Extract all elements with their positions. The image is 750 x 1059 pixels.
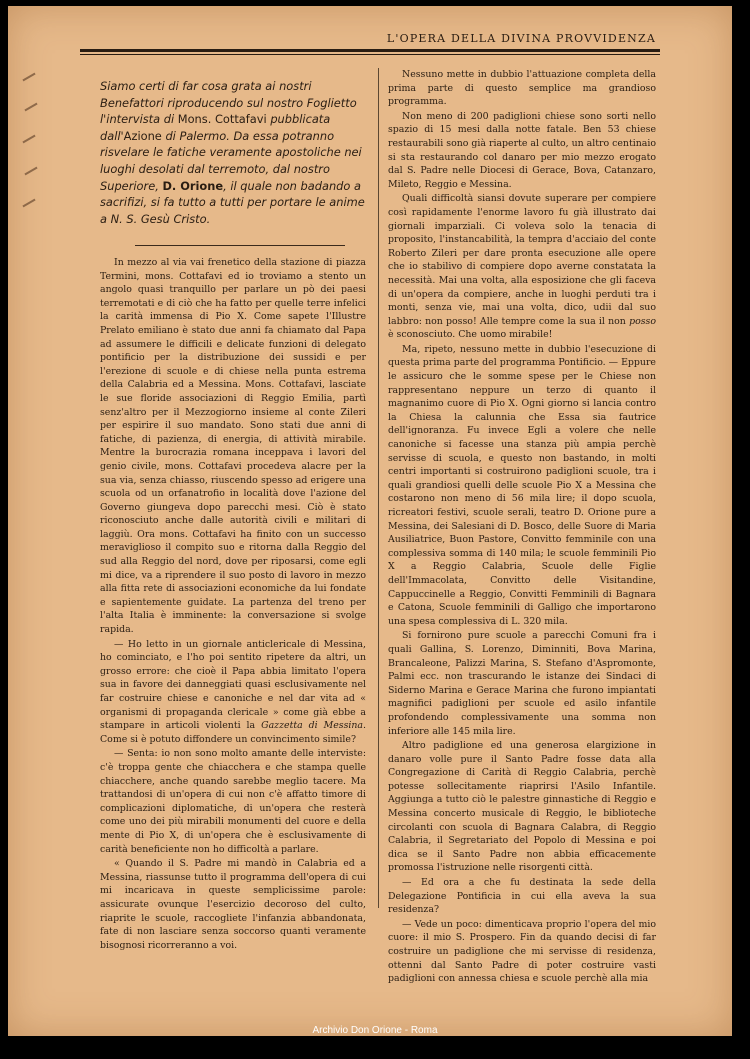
right-column (388, 68, 656, 987)
newspaper-title: Gazzetta di Messina (261, 720, 364, 732)
intro-divider (135, 245, 345, 246)
paragraph: Nessuno mette in dubbio l'attuazione completa della prima parte di questo semplice ma grandioso programma. (388, 69, 656, 108)
paragraph (100, 638, 366, 747)
intro-paragraph (100, 78, 368, 227)
binding-marks (22, 66, 38, 266)
intro-text-2: pubblicata dall' (100, 112, 331, 143)
intro-name-cottafavi: Mons. Cottafavi (177, 112, 267, 127)
paragraph: « Quando il S. Padre mi mandò in Calabria ed a Messina, riassunse tutto il programma dell'opera di cui mi incaricava in queste semplicissime parole: assicurate ovunque l'esercizio decoroso del culto, riaprite le scuole, raccogliete l'infanzia abbandonata, fate di non lasciare senza soccorso quanti veramente bisognosi ricorreranno a voi. (100, 858, 366, 951)
intro-newspaper: Azione (123, 128, 162, 143)
paragraph: — Senta: io non sono molto amante delle interviste: c'è troppa gente che chiacchera e che stampa quelle chiacchere, anche quando sarebbe meglio tacere. Ma trattandosi di un'opera di cui non c'è affatto timore di complicazioni diplomatiche, di un'opera che resterà come uno dei più mirabili monumenti del cuore e della mente di Pio X, di un'opera che è esclusivamente di carità beneficiente non ho difficoltà a parlare. (100, 748, 366, 855)
paragraph: — Ed ora a che fu destinata la sede della Delegazione Pontificia in cui ella aveva la sua residenza? (388, 877, 656, 916)
paragraph: — Vede un poco: dimenticava proprio l'opera del mio cuore: il mio S. Prospero. Fin da quando decisi di far costruire un padiglione che mi servisse di residenza, ottenni dal Santo Padre di poter costruire vasti padiglioni con annessa chiesa e scuole perchè alla mia (388, 918, 656, 985)
header-rule-thin (80, 54, 660, 55)
paragraph-text: Quali difficoltà siansi dovute superare per compiere così rapidamente l'enorme lavoro fu già illustrato dai giornali imparziali. Ci voleva solo la tenacia di proposito, l'instancabilità, la tempra d'acciaio del conte Roberto Zileri per dare pronta esecuzione alle opere che io stabilivo di compiere dopo averne constatata la necessità. Mai una volta, alla esposizione che gli faceva di un'opera da compiere, anche in luoghi perduti tra i monti, senza vie, mai una volta, dico, udii dal suo labbro: non posso! Alle tempre come la sua il non (388, 193, 656, 327)
paragraph-text: — Ho letto in un giornale anticlericale di Messina, ho cominciato, e l'ho poi sentito ripetere da altri, un grosso errore: che cioè il Papa abbia limitato l'opera sua in favore dei danneggiati quasi esclusivamente nel far costruire chiese e canoniche e nel dar vita ad « organismi di propaganda clericale » come già ebbe a stampare in articoli violenti la (100, 638, 366, 732)
paragraph: In mezzo al via vai frenetico della stazione di piazza Termini, mons. Cottafavi ed io troviamo a stento un angolo quasi tranquillo per parlare un pò dei paesi terremotati e di ciò che ha fatto per quelle terre infelici la carità immensa di Pio X. Come sapete l'Illustre Prelato emiliano è stato due anni fa chiamato dal Papa ad assumere le difficili e delicate funzioni di delegato pontificio per la distribuzione dei sussidi e per l'erezione di scuole e di chiese nella punta estrema della Calabria ed a Messina. Mons. Cottafavi, lasciate le sue floride associazioni di Reggio Emilia, partì senz'altro per il Mezzogiorno insieme al conte Zileri per espirire il suo mandato. Sono stati due anni di fatiche, di pazienza, di energia, di attività mirabile. Mentre la burocrazia romana inceppava i lavori del genio civile, mons. Cottafavi procedeva alacre per la sua via, senza chiasso, riuscendo spesso ad erigere una scuola od un orfanatrofio in località dove l'azione del Governo giungeva dopo parecchi mesi. Ciò è stato riconosciuto anche dalle autorità civili e militari di laggiù. Ora mons. Cottafavi ha finito con un successo meraviglioso il compito suo e ritorna dalla Reggio del sud alla Reggio del nord, dove per riposarsi, come egli mi dice, va a riprendere il suo posto di lavoro in mezzo alla fitta rete di associazioni economiche da lui fondate e sapientemente guidate. La partenza del treno per l'alta Italia è imminente: la conversazione si svolge rapida. (100, 257, 366, 636)
paragraph: Non meno di 200 padiglioni chiese sono sorti nello spazio di 15 mesi dalla notte fatale. Ben 53 chiese restaurabili sono già riaperte al culto, un altro centinaio si sta restaurando col danaro per mio mezzo erogato dal S. Padre nelle Diocesi di Gerace, Bova, Catanzaro, Mileto, Reggio e Messina. (388, 110, 656, 190)
emphasis: posso (629, 315, 656, 327)
paragraph: Si fornirono pure scuole a parecchi Comuni fra i quali Gallina, S. Lorenzo, Diminniti, Bova Marina, Brancaleone, Palizzi Marina, S. Stefano d'Aspromonte, Palmi ecc. non trascurando le istanze dei Sindaci di Siderno Marina e Gerace Marina che furono impiantati magnifici padiglioni per scuole ed asilo infantile profondendo complessivamente una somma non inferiore alle 145 mila lire. (388, 630, 656, 737)
paragraph-text: . Come si è potuto diffondere un convincimento simile? (100, 720, 366, 745)
intro-name-orione: D. Orione (162, 178, 224, 193)
page-header: L'OPERA DELLA DIVINA PROVVIDENZA (386, 32, 656, 45)
left-column (100, 256, 366, 953)
intro-text-1: Siamo certi di far cosa grata ai nostri Benefattori riproducendo sul nostro Foglietto l'intervista di (100, 79, 357, 127)
column-divider (378, 68, 379, 908)
intro-text-3: di Palermo. Da essa potranno risvelare le fatiche veramente apostoliche nei luoghi desolati dal terremoto, dal nostro Superiore, (100, 128, 362, 193)
paragraph (388, 192, 656, 342)
paragraph-text: è sconosciuto. Che uomo mirabile! (388, 329, 553, 341)
archive-footer: Archivio Don Orione - Roma (312, 1025, 438, 1036)
paragraph: Ma, ripeto, nessuno mette in dubbio l'esecuzione di questa prima parte del programma Pontificio. — Eppure le assicuro che le somme spese per le Chiese non rappresentano neppure un terzo di quanto il magnanimo cuore di Pio X. Ogni giorno si lancia contro la Chiesa la calunnia che Essa sia fautrice dell'ignoranza. Fu invece Egli a volere che nelle canoniche si facesse una stanza più ampia perchè servisse di scuola, e questo non bastando, in molti centri importanti si costruirono padiglioni scuole, tra i quali grandiosi quelli delle scuole Pio X a Messina che costarono non meno di 56 mila lire; il dopo scuola, ricreatori festivi, scuole serali, teatro D. Orione pure a Messina, dei Salesiani di D. Bosco, delle Suore di Maria Ausiliatrice, Buon Pastore, Convitto femminile con una complessiva somma di 140 mila; le scuole femminili Pio X a Reggio Calabria, Scuole delle Figlie dell'Immacolata, Convitto delle Visitandine, Cappuccinelle a Reggio, Convitti Femminili di Bagnara e Catona, Scuole femminili di Galligo che importarono una spesa complessiva di L. 320 mila. (388, 343, 656, 627)
paragraph: Altro padiglione ed una generosa elargizione in danaro volle pure il Santo Padre fosse data alla Congregazione di Carità di Reggio Calabria, perchè potesse sollecitamente riaprirsi l'Asilo Infantile. Aggiunga a tutto ciò le palestre ginnastiche di Reggio e Messina concerto musicale di Reggio, le biblioteche circolanti con scuola di Bagnara Calabra, di Reggio Calabria, il Segretariato del Popolo di Messina e poi dica se il Santo Padre non abbia efficacemente promossa l'istruzione nelle risorgenti città. (388, 740, 656, 874)
header-rule-thick (80, 49, 660, 52)
intro-text-4: , il quale non badando a sacrifizi, si fa tutto a tutti per portare le anime a N. S. Gesù Cristo. (100, 178, 365, 226)
